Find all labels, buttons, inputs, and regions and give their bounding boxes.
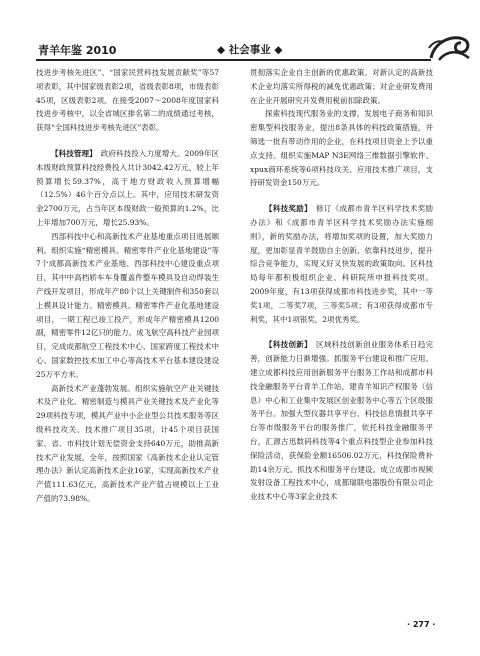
- paragraph: 探索科技现代服务业的支撑，发展电子商务和知识密集型科技服务业，提出8条具体的科技政策措施，并筛选一批有带动作用的企业，在科技项目资金上予以重点支持。组织实施MAP N3E网络三维数据引擎软件、xpux商环系统等6项科技攻关、应用技术推广项目，支持研发资金150万元。: [250, 109, 433, 188]
- right-column: [250, 66, 436, 641]
- paragraph-text: 修订《成都市青羊区科学技术奖励办法》和《成都市青羊区科学技术奖励办法实施细则》，新的奖励办法，将增加奖项的设置，加大奖励力度，更加彰显青羊鼓励自主创新、依靠科技进步，提升综合竞争能力，实现又好又快发展的政策取向。区科技局每年都积极组织企业、科研院所申报科技奖项。2009年度，有13项获得成都市科技进步奖，其中一等奖1项，二等奖7项，三等奖5项；有3项获得成都市专利奖，其中1项银奖，2项优秀奖。: [250, 204, 433, 324]
- paragraph-text: 政府科技投入力度增大。2009年区本级财政预算科技经费投入共计3042.42万元，较上年预算增长59.37%，高于地方财政收入预算增幅（12.5%）46个百分点以上。其中，应用技术研发资金2700万元，占当年区本级财政一般预算的1.2%，比上年增加700万元，增长25.93%。: [36, 148, 219, 227]
- paragraph: 贯彻落实企业自主创新的优惠政策。对新认定的高新技术企业均落实所得税的减免优惠政策；对企业研发费用在企业开展研究开发费用税前扣除政策。: [250, 68, 433, 105]
- header-rule: [36, 59, 431, 61]
- paragraph: [250, 338, 433, 504]
- book-title: 青羊年鉴 2010: [38, 44, 117, 57]
- paragraph: [36, 147, 219, 230]
- paragraph: 技进步考核先进区”、“国家民营科技发展贡献奖”等57项表彰，其中国家级表彰2项，省级表彰8项，市级表彰45项，区级表彰2项。在接受2007～2008年度国家科技进步考核中，以全省城区排名第二的成绩通过考核，获得“全国科技进步考核先进区”表彰。: [36, 68, 219, 133]
- paragraph: 高新技术产业蓬勃发展。组织实施航空产业关键技术及产业化、精密制造与模具产业关键技术及产业化等29项科技专项，模具产业中小企业型公共技术服务等区级科技攻关、技术推广项目35项，计45个项目获国家、省、市科技计划无偿资金支持640万元，助推高新技术产业发展。全年，按照国家《高新技术企业认定管理办法》新认定高新技术企业16家，实现高新技术产业产值111.63亿元，高新技术产业产值占规模以上工业产值的73.98%。: [36, 383, 219, 503]
- paragraph-text: 区域科技创新创业服务体系日趋完善，创新能力日渐增强。抓服务平台建设和推广应用。建立成都科技应用创新服务平台服务工作站和成都市科技金融服务平台青羊工作站，建青羊知识产权服务（信息）中心和工业集中发展区创业服务中心等五个区级服务平台。加强大型仪器共享平台、科技信息情报共享平台等市级服务平台的服务推广，依托科技金融服务平台，汇源古迅数码科技等4个重点科技型企业参加科技保险活动，获保险金额16506.02万元，科技保险费补助14余万元。抓技术和服务平台建设。成立成都市视频发射设备工程技术中心，成都瑞联电器股份有限公司企业技术中心等3家企业技术: [250, 340, 433, 502]
- section-keyword: 【科技管理】: [51, 148, 94, 158]
- paragraph: 西部科技中心和高新技术产业基地重点项目进展顺利。组织实施“精密模具、精密零件产业化基地建设”等7个成都高新技术产业基地、西部科技中心建设重点项目，其中中高档轿车车身覆盖件整车模具及自动焊装生产线开发项目，形成年产80个以上关键制件和350套以上模具设计能力。精密模具、精密零件产业化基地建设项目，一期工程已竣工投产，形成年产精密模具1200副，精密零件12亿只的能力。成飞航空高科技产业园项目，完成成都航空工程技术中心、国家跨度工程技术中心、国家数控技术加工中心等高技术平台基本建设建设25万平方米。: [36, 231, 219, 379]
- paragraph: [250, 202, 433, 326]
- left-column: [36, 66, 219, 641]
- section-keyword: 【科技奖励】: [265, 204, 309, 214]
- section-title: ◆ 社会事业 ◆: [217, 44, 283, 56]
- decorative-swirl-icon: [425, 28, 473, 66]
- page-header: [0, 0, 480, 58]
- section-keyword: 【科技创新】: [265, 340, 309, 350]
- page-number: · 277 ·: [407, 620, 436, 629]
